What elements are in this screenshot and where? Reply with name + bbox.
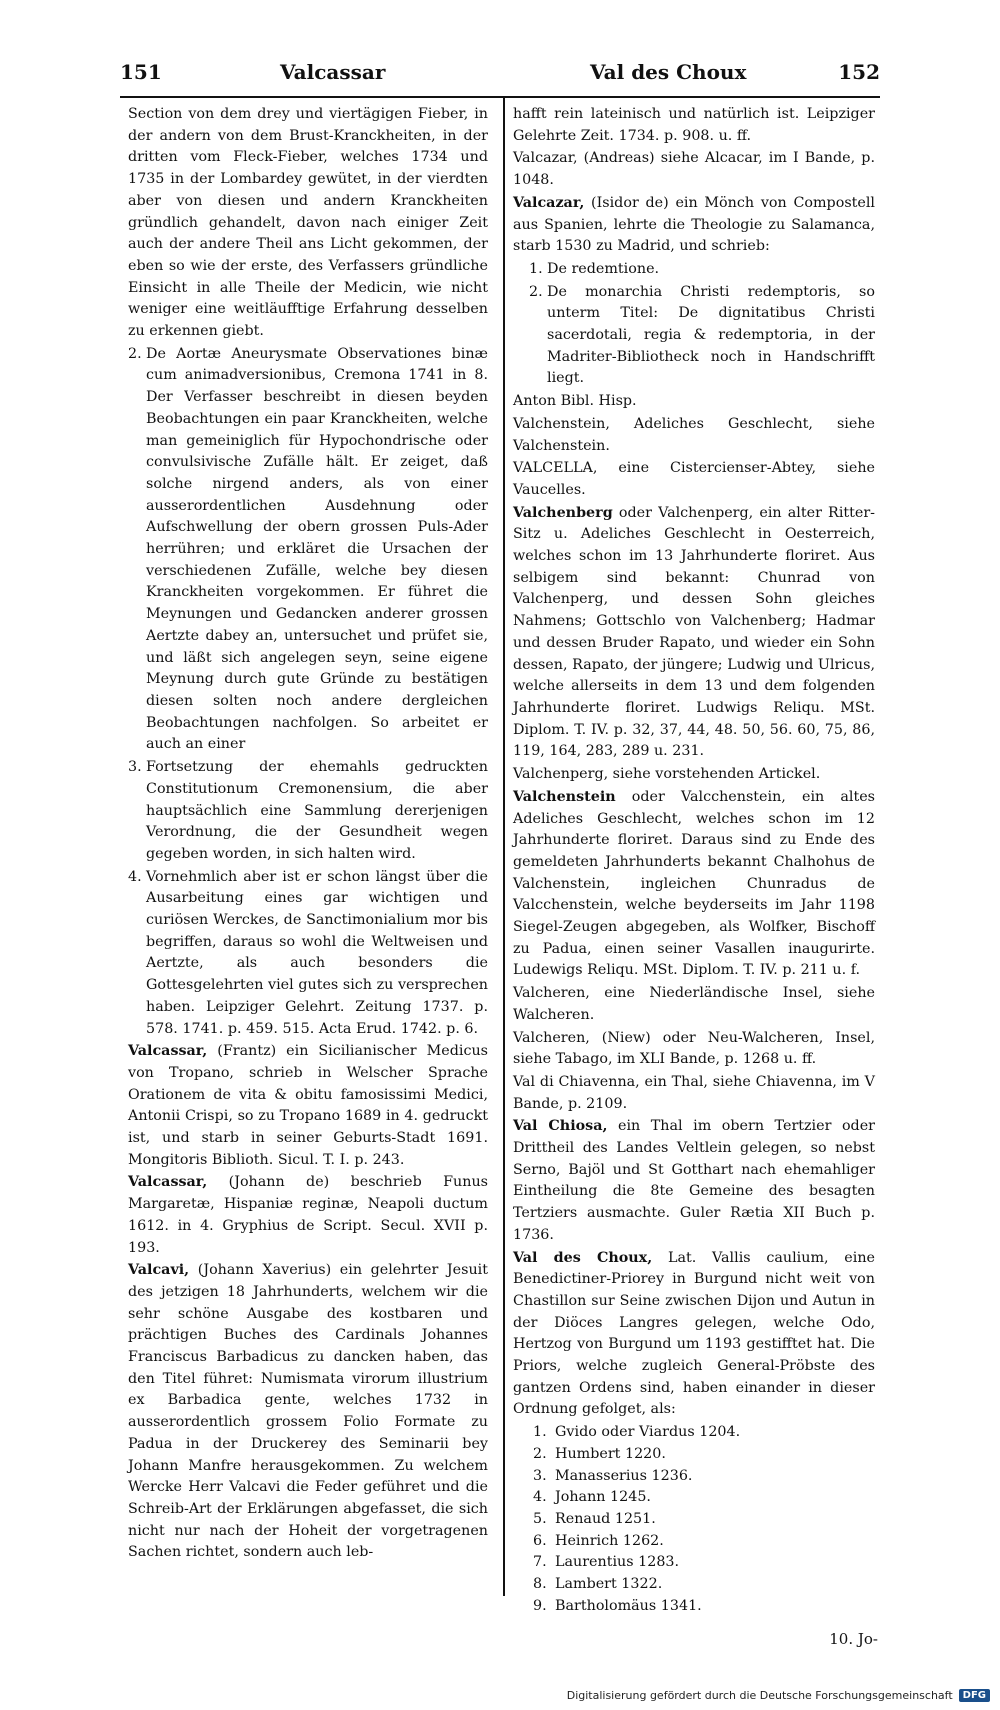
digitization-footer — [567, 1689, 990, 1702]
page-number-right: 152 — [838, 60, 880, 84]
dfg-logo: DFG — [959, 1689, 990, 1702]
entry-valcazar-andreas: Valcazar, (Andreas) siehe Alcacar, im I Bande, p. 1048. — [513, 150, 875, 189]
entry-val-di-chiavenna: Val di Chiavenna, ein Thal, siehe Chiavenna, im V Bande, p. 2109. — [513, 1073, 875, 1112]
page-number-left: 151 — [120, 60, 162, 84]
list-item: 1. De redemtione. — [529, 260, 660, 277]
list-item: 3. Manasserius 1236. — [533, 1467, 693, 1484]
continuation-text: hafft rein lateinisch und natürlich ist. Leipziger Gelehrte Zeit. 1734. p. 908. u. ff. — [513, 106, 875, 144]
right-column — [513, 104, 875, 1618]
entry-valcassar-frantz: Valcassar, (Frantz) ein Sicilianischer Medicus von Tropano, schrieb in Welscher Sprache Orationem de vita & obitu famosissimi Medici, Antonii Crispi, so zu Tropano 1689 in 4. gedruckt ist, und starb in seiner Geburts-Stadt 1691. Mongitoris Biblioth. Sicul. T. I. p. 243. — [128, 1043, 488, 1168]
list-item: 4. Johann 1245. — [533, 1489, 651, 1506]
entry-valcassar-johann: Valcassar, (Johann de) beschrieb Funus Margaretæ, Hispaniæ reginæ, Neapoli ductum 1612. in 4. Gryphius de Script. Secul. XVII p. 193. — [128, 1174, 489, 1256]
header-rule — [120, 96, 880, 98]
continuation-text: Section von dem drey und viertägigen Fieber, in der andern von dem Brust-Kranckheiten, in der dritten vom Fleck-Fieber, welches 1734 und 1735 in der Lombardey gewütet, in der vierdten aber von diesen und andern Kranckheiten gründlich gehandelt, davon nach einiger Zeit auch der andere Theil ans Licht gekommen, der eben so wie der erste, des Verfassers gründliche Einsicht in alle Theile der Medicin, wie nicht weniger eine weitläufftige Erfahrung desselben zu erkennen giebt. — [128, 106, 488, 340]
entry-val-chiosa: Val Chiosa, ein Thal im obern Tertzier oder Drittheil des Landes Veltlein gelegen, so nebst Serno, Bajöl und St Gotthart nach ehemahliger Eintheilung die 8te Gemeine des besagten Tertziers ausmachte. Guler Rætia XII Buch p. 1736. — [513, 1118, 876, 1243]
left-column — [128, 104, 488, 1565]
entry-valcavi: Valcavi, (Johann Xaverius) ein gelehrter Jesuit des jetzigen 18 Jahrhunderts, welchem wir die sehr schöne Ausgabe des kostbaren und prächtigen Buches des Cardinals Johannes Franciscus Barbadicus zu dancken haben, das den Titel führet: Numismata virorum illustrium ex Barbadica gente, welches 1732 in ausserordentlich grossem Folio Formate zu Padua in der Druckerey des Seminarii bey Johann Manfre herausgekommen. Zu welchem Wercke Herr Valcavi die Feder geführet und die Schreib-Art der Erklärungen abgefasset, die sich nicht nur nach der Hoheit der vorgetragenen Sachen richtet, sondern auch leb- — [128, 1262, 488, 1561]
running-header — [120, 60, 880, 94]
list-item: 9. Bartholomäus 1341. — [533, 1597, 702, 1614]
entry-valchenperg: Valchenperg, siehe vorstehenden Artickel. — [513, 766, 821, 783]
entry-valchenstein-ref: Valchenstein, Adeliches Geschlecht, siehe Valchenstein. — [513, 415, 875, 454]
list-item: 2. Humbert 1220. — [533, 1445, 666, 1462]
entry-valcheren: Valcheren, eine Niederländische Insel, siehe Walcheren. — [513, 985, 875, 1023]
list-item: 1. Gvido oder Viardus 1204. — [533, 1424, 741, 1441]
footer-text: Digitalisierung gefördert durch die Deutsche Forschungsgemeinschaft — [566, 1689, 953, 1702]
entry-valchenstein: Valchenstein oder Valcchenstein, ein altes Adeliches Geschlecht, welches schon im 12 Jahrhunderte floriret. Daraus sind zu Ende des gemeldeten Jahrhunderts bekannt Chalhohus de Valchenstein, ingleichen Chunradus de Valcchenstein, welche beyderseits im Jahr 1198 Siegel-Zeugen abgegeben, als Wolfker, Bischoff zu Padua, einen seiner Vasallen inaugurirte. Ludewigs Reliqu. MSt. Diplom. T. IV. p. 211 u. f. — [513, 788, 875, 979]
running-headword-left: Valcassar — [280, 60, 386, 84]
entry-valchenberg: Valchenberg oder Valchenperg, ein alter Ritter-Sitz u. Adeliches Geschlecht in Oesterreich, welches schon im 13 Jahrhunderte floriret. Aus selbigem sind bekannt: Chunrad von Valchenperg, und dessen Sohn gleiches Nahmens; Gottschlo von Valchenberg; Hadmar und dessen Bruder Rapato, und wieder ein Sohn dessen, Rapato, der jüngere; Ludwig und Ulricus, welche allerseits in dem 13 und dem folgenden Jahrhunderte floriret. Ludwigs Reliqu. MSt. Diplom. T. IV. p. 32, 37, 44, 48. 50, 56. 60, 75, 86, 119, 164, 283, 289 u. 231. — [513, 504, 876, 760]
list-item: 2. De monarchia Christi redemptoris, so unterm Titel: De dignitatibus Christi sacerdotali, regia & redemptoria, in der Madriter-Bibliotheck noch in Handschrifft liegt. — [529, 283, 875, 387]
running-headword-right: Val des Choux — [590, 60, 747, 84]
entry-val-des-choux: Val des Choux, Lat. Vallis caulium, eine Benedictiner-Priorey in Burgund nicht weit von Chastillon sur Seine zwischen Dijon und Autun in der Diöces Langres gelegen, welche Odo, Hertzog von Burgund um 1193 gestifftet hat. Die Priors, welche zugleich General-Pröbste des gantzen Ordens sind, haben einander in dieser Ordnung gefolget, als: — [513, 1249, 876, 1418]
column-divider — [503, 96, 505, 1596]
entry-valcheren-nieuw: Valcheren, (Niew) oder Neu-Walcheren, Insel, siehe Tabago, im XLI Bande, p. 1268 u. ff. — [513, 1029, 875, 1068]
list-item: 5. Renaud 1251. — [533, 1511, 656, 1527]
list-item: 6. Heinrich 1262. — [533, 1532, 664, 1549]
list-item: 7. Laurentius 1283. — [533, 1554, 680, 1571]
list-item: 8. Lambert 1322. — [533, 1576, 663, 1593]
list-item: 3. Fortsetzung der ehemahls gedruckten Constitutionum Cremonensium, die aber hauptsächlich eine Sammlung dererjenigen Verordnung, die der Gesundheit wegen gegeben worden, in sich halten wird. — [128, 759, 488, 862]
entry-valcella: VALCELLA, eine Cistercienser-Abtey, siehe Vaucelles. — [513, 460, 875, 498]
entry-valcazar-isidor: Valcazar, (Isidor de) ein Mönch von Compostell aus Spanien, lehrte die Theologie zu Salamanca, starb 1530 zu Madrid, und schrieb: — [513, 194, 876, 255]
list-item: 2. De Aortæ Aneurysmate Observationes binæ cum animadversionibus, Cremona 1741 in 8. Der Verfasser beschreibt in diesen beyden Beobachtungen ein paar Kranckheiten, welche man gemeiniglich für Hypochondrische oder convulsivische Zufälle hält. Er zeiget, daß solche nirgend anders, als von einer ausserordentlichen Ausdehnung oder Aufschwellung der obern grossen Puls-Ader herrühren; und erkläret die Ursachen der verschiedenen Zufälle, welche bey diesen Kranckheiten vorgekommen. Er führet die Meynungen und Gedancken anderer grossen Aertzte dabey an, untersuchet und prüfet sie, und läßt sich angelegen seyn, seine eigene Meynung durch gute Gründe zu bestätigen diesen solten noch andere dergleichen Beobachtungen nachfolgen. So arbeitet er auch an einer — [128, 345, 488, 753]
catchword: 10. Jo- — [829, 1630, 878, 1648]
list-item: 4. Vornehmlich aber ist er schon längst über die Ausarbeitung eines gar wichtigen und curiösen Werckes, de Sanctimonialium mor bis begriffen, daraus so wohl die Weltweisen und Aertzte, als auch besonders die Gottesgelehrten viel gutes sich zu versprechen haben. Leipziger Gelehrt. Zeitung 1737. p. 578. 1741. p. 459. 515. Acta Erud. 1742. p. 6. — [128, 868, 488, 1037]
priors-list — [513, 1422, 875, 1617]
citation: Anton Bibl. Hisp. — [513, 393, 637, 410]
